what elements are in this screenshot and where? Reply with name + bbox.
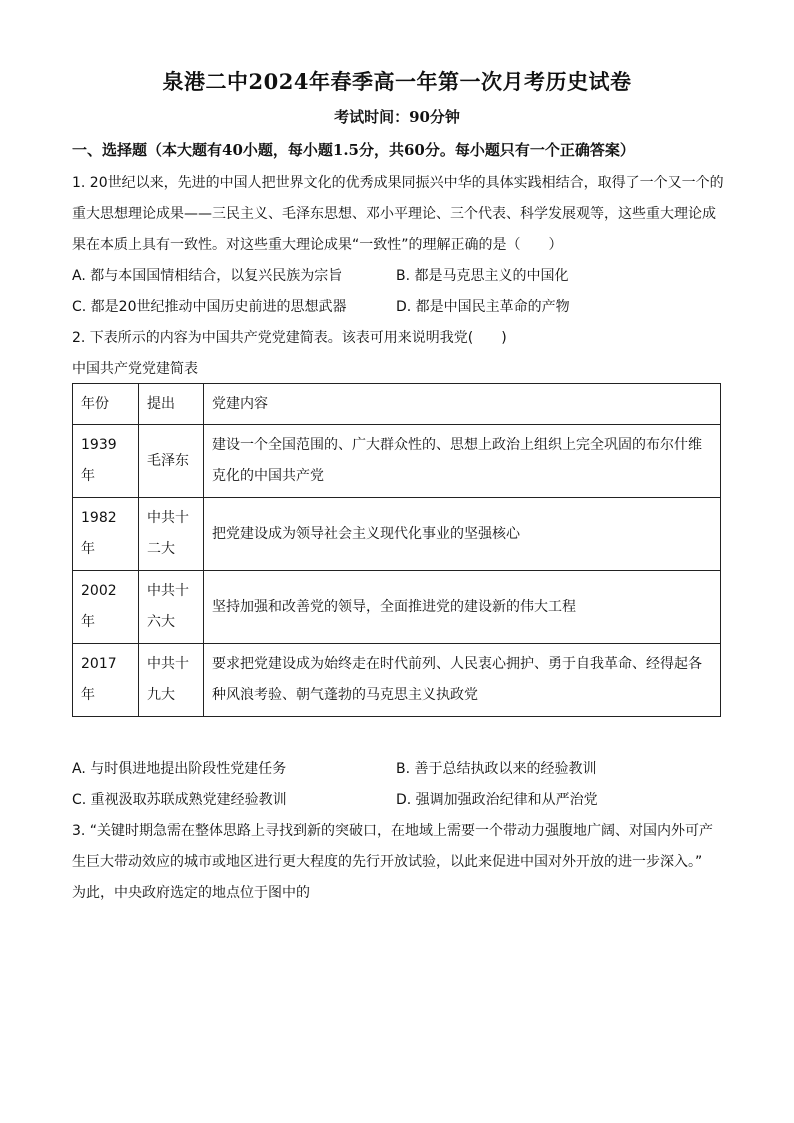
exam-title: 泉港二中2024年春季高一年第一次月考历史试卷 [162, 69, 632, 94]
year-number: 2017 [81, 656, 117, 672]
q1-stem-line-3: 果在本质上具有一致性。对这些重大理论成果“一致性”的理解正确的是（ ） [72, 237, 563, 253]
content-cell: 坚持加强和改善党的领导，全面推进党的建设新的伟大工程 [204, 571, 721, 644]
proposer-line-1: 中共十 [147, 656, 189, 672]
content-cell: 建设一个全国范围的、广大群众性的、思想上政治上组织上完全巩固的布尔什维克化的中国共产党 [204, 425, 721, 498]
q2-option-b[interactable]: B. 善于总结执政以来的经验教训 [396, 761, 597, 777]
table-row [73, 571, 721, 644]
proposer-cell [139, 644, 204, 717]
year-cell [73, 498, 139, 571]
year-suffix: 年 [81, 687, 95, 703]
year-number: 1982 [81, 510, 117, 526]
q1-option-c[interactable]: C. 都是20世纪推动中国历史前进的思想武器 [72, 299, 347, 315]
proposer-line-1: 中共十 [147, 583, 189, 599]
year-cell [73, 571, 139, 644]
year-suffix: 年 [81, 468, 95, 484]
table-row [73, 498, 721, 571]
q2-option-a[interactable]: A. 与时俱进地提出阶段性党建任务 [72, 761, 287, 777]
q2-stem: 2. 下表所示的内容为中国共产党党建简表。该表可用来说明我党( ) [72, 330, 507, 346]
q3-stem-line-2: 生巨大带动效应的城市或地区进行更大程度的先行开放试验，以此来促进中国对外开放的进一步深入。” [72, 854, 703, 870]
header-proposer: 提出 [139, 384, 204, 425]
q1-option-d[interactable]: D. 都是中国民主革命的产物 [396, 299, 570, 315]
year-number: 1939 [81, 437, 117, 453]
proposer-cell [139, 571, 204, 644]
q3-stem-line-1: 3. “关键时期急需在整体思路上寻找到新的突破口，在地域上需要一个带动力强腹地广阔、对国内外可产 [72, 823, 714, 839]
q1-option-a[interactable]: A. 都与本国国情相结合，以复兴民族为宗旨 [72, 268, 343, 284]
q1-stem-line-2: 重大思想理论成果——三民主义、毛泽东思想、邓小平理论、三个代表、科学发展观等，这些重大理论成 [72, 206, 716, 222]
header-year: 年份 [73, 384, 139, 425]
table-row [73, 644, 721, 717]
q1-option-b[interactable]: B. 都是马克思主义的中国化 [396, 268, 569, 284]
proposer-line-2: 九大 [147, 687, 175, 703]
proposer-line-1: 中共十 [147, 510, 189, 526]
q2-option-d[interactable]: D. 强调加强政治纪律和从严治党 [396, 792, 598, 808]
exam-duration: 考试时间：90分钟 [334, 108, 460, 126]
proposer-cell [139, 425, 204, 498]
header-content: 党建内容 [204, 384, 721, 425]
proposer-line-2: 二大 [147, 541, 175, 557]
proposer-line-2: 六大 [147, 614, 175, 630]
table-header-row [73, 384, 721, 425]
year-cell [73, 425, 139, 498]
table-caption: 中国共产党党建简表 [72, 361, 198, 377]
proposer-text: 毛泽东 [147, 452, 189, 469]
q1-stem-line-1: 1. 20世纪以来，先进的中国人把世界文化的优秀成果同振兴中华的具体实践相结合，取得了一个又一个的 [72, 175, 724, 191]
year-cell [73, 644, 139, 717]
table-row [73, 425, 721, 498]
q3-stem-line-3: 为此，中央政府选定的地点位于图中的 [72, 885, 310, 901]
year-suffix: 年 [81, 541, 95, 557]
proposer-cell [139, 498, 204, 571]
content-cell: 要求把党建设成为始终走在时代前列、人民衷心拥护、勇于自我革命、经得起各种风浪考验、朝气蓬勃的马克思主义执政党 [204, 644, 721, 717]
q2-option-c[interactable]: C. 重视汲取苏联成熟党建经验教训 [72, 792, 287, 808]
content-cell: 把党建设成为领导社会主义现代化事业的坚强核心 [204, 498, 721, 571]
year-number: 2002 [81, 583, 117, 599]
section-heading: 一、选择题（本大题有40小题，每小题1.5分，共60分。每小题只有一个正确答案） [72, 141, 635, 159]
party-building-table [72, 383, 721, 717]
year-suffix: 年 [81, 614, 95, 630]
